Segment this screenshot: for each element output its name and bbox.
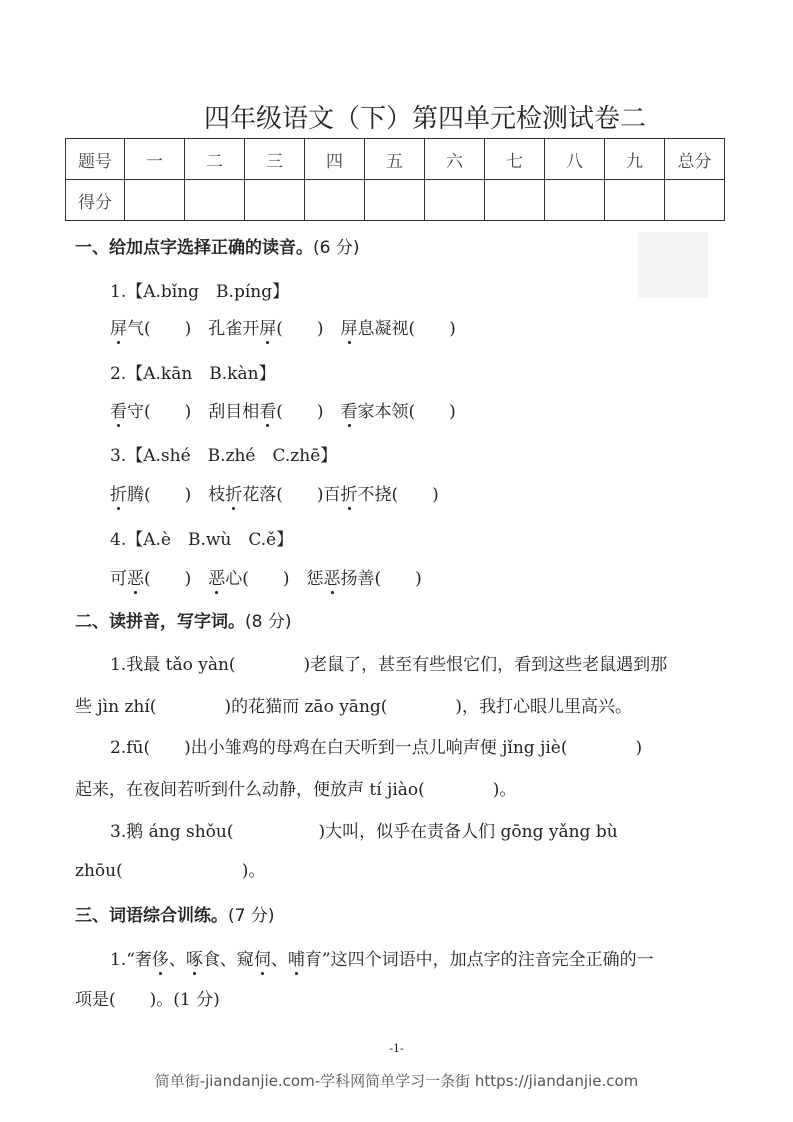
score-table-header-row <box>66 139 725 180</box>
text-segment: 3.鹅 áng shǒu( )大叫，似乎在责备人们 gōng yǎng bù <box>110 822 618 842</box>
text-segment: 窥 <box>236 950 254 970</box>
text-segment: ( ) <box>144 569 209 589</box>
text-segment: 3.【A.shé B.zhé C.zhē】 <box>110 446 338 466</box>
text-segment: 腾( ) 枝 <box>127 485 226 505</box>
dotted-character: 哺 <box>287 950 305 970</box>
text-segment: 食、 <box>202 950 237 970</box>
dotted-character: 看 <box>259 402 277 422</box>
text-segment: ( ) <box>276 319 341 339</box>
table-header-cell: 题号 <box>66 139 125 180</box>
score-table-score-row <box>66 180 725 221</box>
text-segment: 扬善( ) <box>340 569 422 589</box>
score-cell[interactable] <box>125 180 185 221</box>
table-header-cell: 总分 <box>665 139 725 180</box>
question-line <box>110 397 456 422</box>
question-line <box>75 775 516 800</box>
table-header-cell: 一 <box>125 139 185 180</box>
score-cell[interactable] <box>605 180 665 221</box>
dotted-character: 折 <box>225 485 243 505</box>
text-segment: zhōu( )。 <box>75 861 266 881</box>
table-header-cell: 三 <box>245 139 305 180</box>
text-segment: 项是( )。(1 分) <box>75 990 220 1010</box>
text-segment: 些 jìn zhí( )的花猫而 zāo yāng( )，我打心眼儿里高兴。 <box>75 697 633 717</box>
section-heading <box>75 233 359 258</box>
table-header-cell: 九 <box>605 139 665 180</box>
table-header-cell: 五 <box>365 139 425 180</box>
text-segment: (6 分) <box>313 238 360 258</box>
dotted-character: 折 <box>110 485 127 505</box>
text-segment: 1.我最 tǎo yàn( )老鼠了，甚至有些恨它们，看到这些老鼠遇到那 <box>110 655 668 675</box>
question-line <box>110 277 289 302</box>
section-heading <box>75 607 291 632</box>
watermark: 简单街-jiandanjie.com-学科网简单学习一条街 https://jiandanjie.com <box>154 1072 639 1090</box>
text-segment: 一、给加点字选择正确的读音。 <box>75 238 313 258</box>
score-cell[interactable] <box>545 180 605 221</box>
text-segment: 4.【A.è B.wù C.ě】 <box>110 530 294 550</box>
text-segment: (8 分) <box>245 612 292 632</box>
score-cell[interactable] <box>425 180 485 221</box>
text-segment: 气( ) 孔雀开 <box>127 319 260 339</box>
dotted-character: 看 <box>110 402 127 422</box>
score-table <box>65 138 725 221</box>
question-line <box>110 945 654 970</box>
question-line <box>110 733 642 758</box>
score-cell[interactable] <box>485 180 545 221</box>
question-line <box>75 856 265 881</box>
page-title: 四年级语文（下）第四单元检测试卷二 <box>203 104 646 134</box>
text-segment: (7 分) <box>228 906 275 926</box>
question-line <box>110 564 422 589</box>
dotted-character: 恶 <box>208 569 226 589</box>
text-segment: ( ) <box>276 402 341 422</box>
dotted-character: 屏 <box>340 319 358 339</box>
text-segment: 花落( )百 <box>242 485 341 505</box>
table-header-cell: 七 <box>485 139 545 180</box>
score-cell[interactable] <box>365 180 425 221</box>
question-line <box>110 441 337 466</box>
text-segment: 心( ) 惩 <box>225 569 324 589</box>
text-segment: 息凝视( ) <box>357 319 456 339</box>
dotted-character: 伺 <box>253 950 271 970</box>
text-segment: 不挠( ) <box>357 485 439 505</box>
text-segment: 三、词语综合训练。 <box>75 906 228 926</box>
question-line <box>110 480 439 505</box>
text-segment: 育”这四个词语中，加点字的注音完全正确的一 <box>304 950 654 970</box>
text-segment: 2.【A.kān B.kàn】 <box>110 364 276 384</box>
question-line <box>75 985 220 1010</box>
dotted-character: 屏 <box>110 319 127 339</box>
dotted-character: 恶 <box>127 569 144 589</box>
section-heading <box>75 901 274 926</box>
text-segment: 二、读拼音，写字词。 <box>75 612 245 632</box>
score-cell[interactable] <box>245 180 305 221</box>
table-header-cell: 四 <box>305 139 365 180</box>
table-header-cell: 八 <box>545 139 605 180</box>
question-line <box>110 525 293 550</box>
blank-image-area <box>638 232 708 298</box>
text-segment: 家本领( ) <box>357 402 456 422</box>
score-cell[interactable] <box>305 180 365 221</box>
question-line <box>110 314 456 339</box>
text-segment: 1.【A.bǐng B.píng】 <box>110 282 290 302</box>
dotted-character: 侈 <box>151 950 169 970</box>
text-segment: 起来，在夜间若听到什么动静，便放声 tí jiào( )。 <box>75 780 517 800</box>
table-header-cell: 六 <box>425 139 485 180</box>
score-cell[interactable] <box>185 180 245 221</box>
dotted-character: 折 <box>340 485 358 505</box>
page-number: -1- <box>389 1042 404 1055</box>
dotted-character: 恶 <box>323 569 341 589</box>
score-row-label: 得分 <box>66 180 125 221</box>
question-line <box>110 359 276 384</box>
text-segment: 守( ) 刮目相 <box>127 402 260 422</box>
text-segment: 1.“ <box>110 950 135 970</box>
table-header-cell: 二 <box>185 139 245 180</box>
dotted-character: 啄 <box>185 950 203 970</box>
question-line <box>75 692 632 717</box>
text-segment: 、 <box>270 950 288 970</box>
dotted-character: 屏 <box>259 319 277 339</box>
text-segment: 、 <box>168 950 186 970</box>
question-line <box>110 817 618 842</box>
text-segment: 奢 <box>134 950 152 970</box>
text-segment: 可 <box>110 569 127 589</box>
question-line <box>110 650 667 675</box>
dotted-character: 看 <box>340 402 358 422</box>
score-cell[interactable] <box>665 180 725 221</box>
text-segment: 2.fū( )出小雏鸡的母鸡在白天听到一点儿响声便 jǐng jiè( ) <box>110 738 643 758</box>
